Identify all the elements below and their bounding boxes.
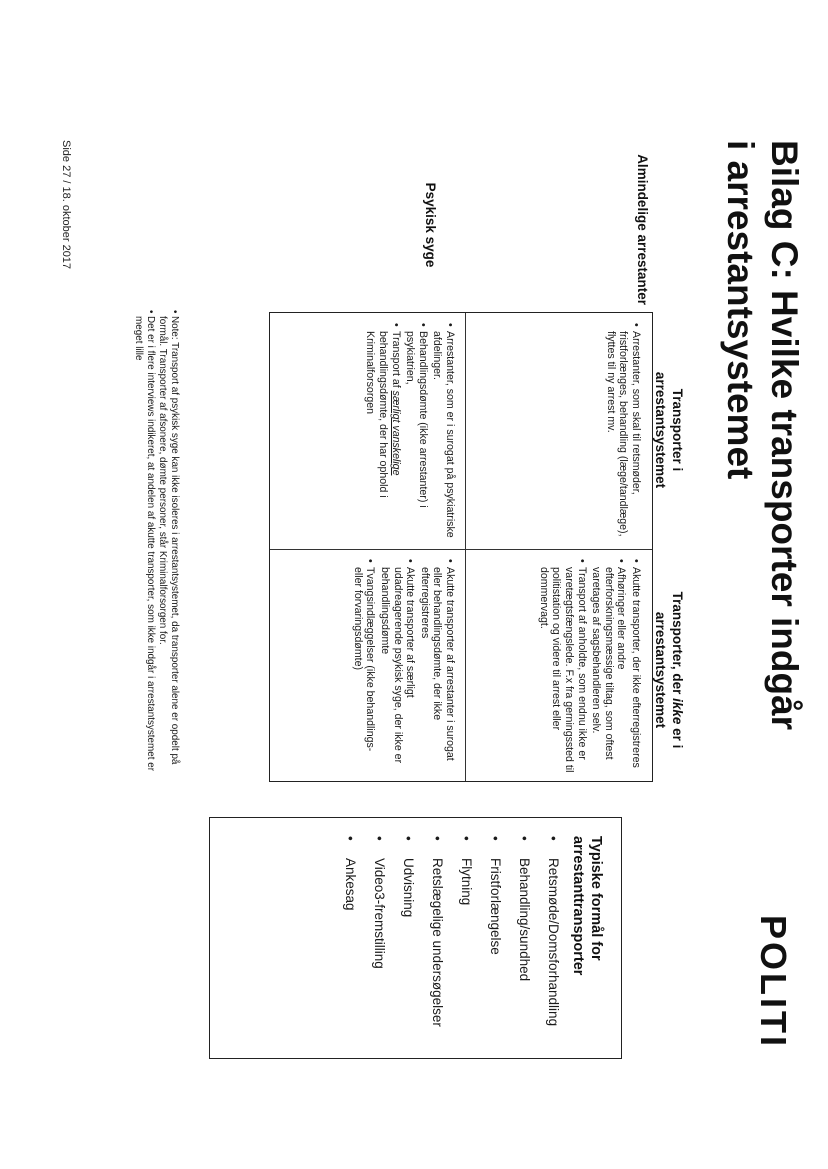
list-item: • Flytning [458,836,474,1040]
list-item: • Arrestanter, som skal til retsmøder, fristforlænges, behandling (læge/tandlæge), flyttes til ny arrest mv. [604,323,642,541]
item-emphasis: særligt vanskelige [389,390,402,476]
page-title: Bilag C: Hvilke transporter indgår i arrestantsystemet [720,140,805,731]
list-item: • Arrestanter, som er i surogat på psykiatriske afdelinger. [431,323,456,541]
list-item: • Fristforlængelse [487,836,503,1040]
purposes-box [209,817,622,1059]
list-item: • Ankesag [342,836,358,1040]
list-item: • Video3-fremstilling [371,836,387,1040]
list-item: • Behandling/sundhed [516,836,532,1040]
list-item: • Akutte transporter, der ikke efterregistreres [629,559,642,773]
list-item: • Afhøringer eller andre efterforskningsmæssige tiltag, som oftest varetages af sagsbehandleren selv. [590,559,628,773]
cell-ordinary-not-in-system [535,559,642,773]
column-header-prefix: Transporter, der [670,591,685,699]
list-item: • Udvisning [400,836,416,1040]
column-header-in-system: Transporter i arrestantsystemet [653,371,685,489]
note-2: • Det er i flere interviews indikeret, at andelen af akutte transporter, som ikke indgår i arrestantsystemet er meget lille [132,310,156,790]
list-item: • Behandlingsdømte (ikke arrestanter) i psykiatrien, [404,323,429,541]
matrix-vertical-divider [270,549,652,550]
cell-ordinary-in-system [602,323,642,541]
list-item: • Akutte transporter af særligt udadreagerende psykisk syge, der ikke er behandlingsdømte [378,559,416,773]
row-label-mentally-ill: Psykisk syge [423,182,438,268]
page-footer: Side 27 / 18. oktober 2017 [60,140,72,270]
cell-mental-in-system [362,323,456,541]
note-1: • Note: Transport af psykisk syge kan ikke isoleres i arrestantsystemet, da transporter alene er opdelt på formål. Transporter af afsonere, dømte personer, står Kriminalforsorgen for. [156,310,180,790]
matrix-horizontal-divider [465,313,466,781]
list-item: • Akutte transporter af arrestanter i surogat eller behandlingsdømte, der ikke efterregistreres [418,559,456,773]
column-header-not-in-system [652,560,686,780]
column-header-suffix: er i arrestantsystemet [653,611,685,749]
purposes-list [342,836,561,1040]
list-item: • Transport af anholdte, som endnu ikke er varetægtsfængslede. F.x fra gerningssted til politistation og videre til arrest eller dommervagt. [537,559,587,773]
row-label-ordinary: Almindelige arrestanter [635,154,650,305]
purposes-title: Typiske formål for arrestanttransporter [570,836,604,976]
item-prefix: Transport af [389,331,402,391]
notes [132,310,180,790]
list-item [364,323,402,541]
transport-matrix [269,312,653,782]
politi-logo: POLITI [753,915,794,1049]
list-item: • Tvangsindlæggelser (ikke behandlings- eller forvaringsdømte) [351,559,376,773]
list-item: • Retsmøde/Domsforhandling [545,836,561,1040]
cell-mental-not-in-system [349,559,456,773]
item-suffix: behandlingsdømte, der har ophold i Kriminalforsorgen [364,331,390,498]
column-header-emphasis: ikke [670,698,685,725]
list-item: • Retslægelige undersøgelser [429,836,445,1040]
